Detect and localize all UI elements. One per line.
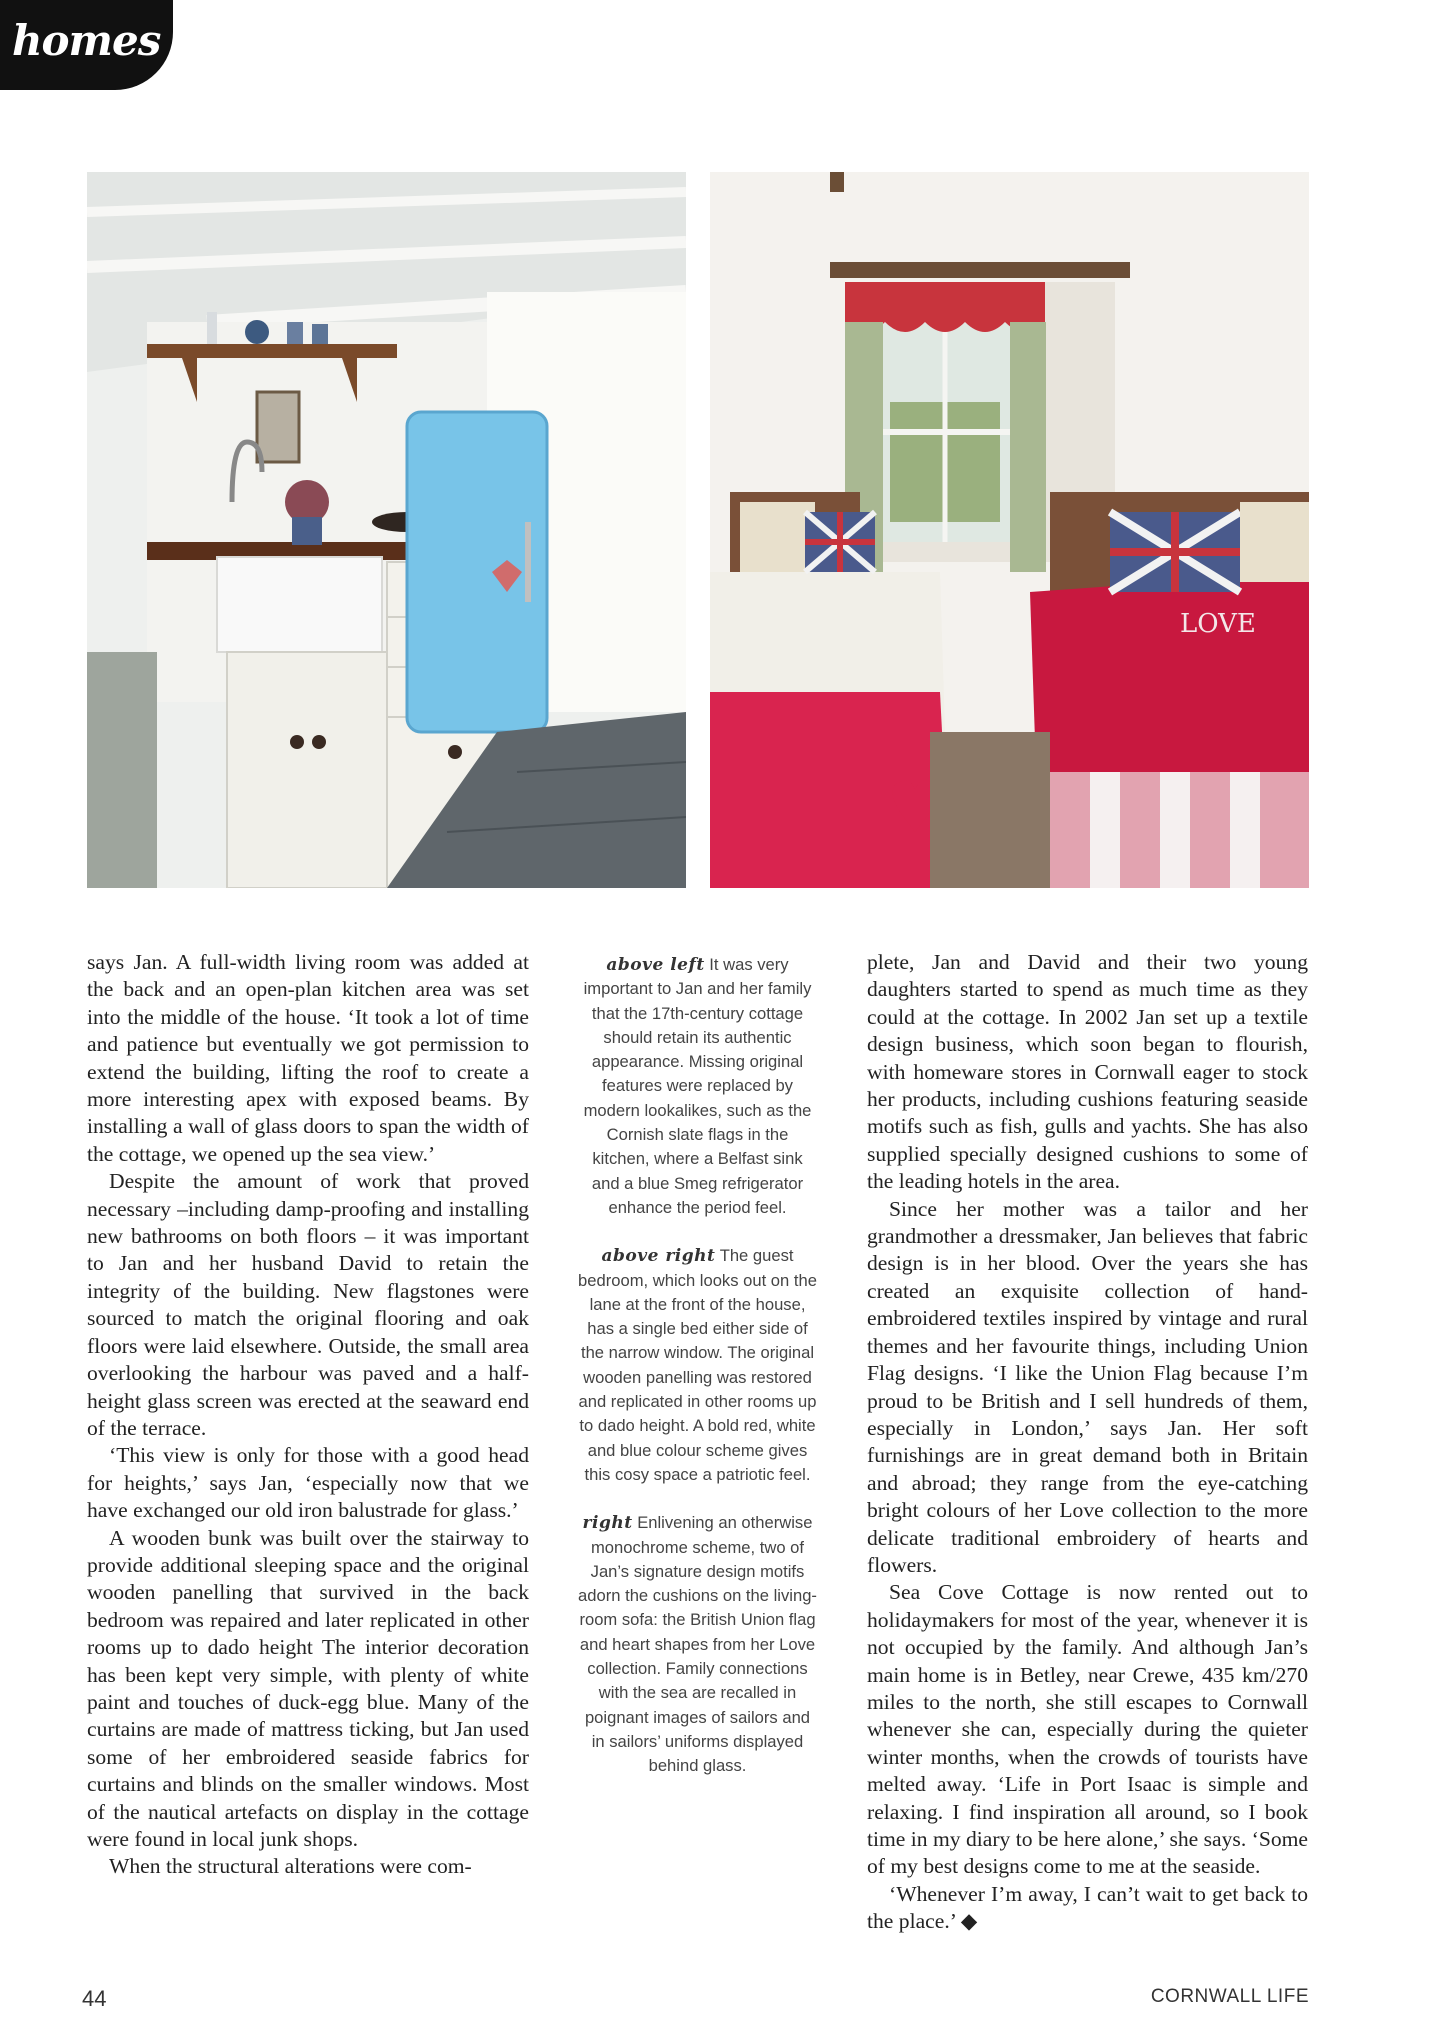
paragraph: Since her mother was a tailor and her grandmother a dressmaker, Jan believes that fabric design is in her blood. Over the years she has created an exquisite collection of hand-embroidered textiles inspired by vintage and rural themes and her favourite things, including Union Flag designs. ‘I like the Union Flag because I’m proud to be British and I sell hundreds of them, especially in London,’ says Jan. Her soft furnishings are in great demand both in Britain and abroad; they range from the eye-catching bright colours of her Love collection to the more delicate traditional embroidery of hearts and flowers. (867, 1196, 1308, 1577)
caption-text: The guest bedroom, which looks out on the lane at the front of the house, has a single bed either side of the narrow window. The original wooden panelling was restored and replicated in other rooms up to dado height. A bold red, white and blue colour scheme gives this cosy space a patriotic feel. (578, 1246, 817, 1484)
paragraph: ‘This view is only for those with a good head for heights,’ says Jan, ‘especially now that we have exchanged our old iron balustrade for glass.’ (87, 1443, 529, 1523)
paragraph: plete, Jan and David and their two young daughters started to spend as much time as they could at the cottage. In 2002 Jan set up a textile design business, which soon began to flourish, with homeware stores in Cornwall eager to stock her products, including cushions featuring seaside motifs such as fish, gulls and yachts. She has also supplied specially designed cushions to some of the leading hotels in the area. (867, 950, 1308, 1194)
paragraph: Despite the amount of work that proved necessary –including damp-proofing and installing new bathrooms on both floors – it was important to Jan and her husband David to retain the integrity of the building. New flagstones were sourced to match the original flooring and oak floors were laid elsewhere. Outside, the small area overlooking the harbour was paved and a half-height glass screen was erected at the seaward end of the terrace. (87, 1169, 529, 1440)
caption-text: Enlivening an otherwise monochrome scheme, two of Jan’s signature design motifs adorn the cushions on the living-room sofa: the British Union flag and heart shapes from her Love collection. Family connections with the sea are recalled in poignant images of sailors and in sailors’ uniforms displayed behind glass. (578, 1513, 817, 1776)
paragraph: ‘Whenever I’m away, I can’t wait to get back to the place.’ ◆ (867, 1881, 1308, 1934)
paragraph: A wooden bunk was built over the stairway to provide additional sleeping space and the original wooden panelling that survived in the back bedroom was repaired and later replicated in other rooms up to dado height The interior decoration has been kept very simple, with plenty of white paint and touches of duck-egg blue. Many of the curtains are made of mattress ticking, but Jan used some of her embroidered seaside fabrics for curtains and blinds on the smaller windows. Most of the nautical artefacts on display in the cottage were found in local junk shops. (87, 1525, 529, 1851)
page-number: 44 (82, 1986, 107, 2011)
caption-text: It was very important to Jan and her family that the 17th-century cottage should retain its authentic appearance. Missing original features were replaced by modern lookalikes, such as the Cornish slate flags in the kitchen, where a Belfast sink and a blue Smeg refrigerator enhance the period feel. (583, 955, 812, 1217)
caption-above-right (577, 1244, 818, 1487)
caption-right (577, 1511, 818, 1778)
caption-label: above right (601, 1246, 716, 1267)
paragraph: Sea Cove Cottage is now rented out to holidaymakers for most of the year, whenever it is not occupied by the family. And although Jan’s main home is in Betley, near Crewe, 435 km/270 miles to the north, she still escapes to Cornwall whenever she can, especially during the quieter winter months, when the crowds of tourists have melted away. ‘Life in Port Isaac is simple and relaxing. I find inspiration all around, so I book time in my diary to be here alone,’ she says. ‘Some of my best designs come to me at the seaside. (867, 1580, 1308, 1879)
caption-label: above left (606, 955, 705, 975)
paragraph: says Jan. A full-width living room was added at the back and an open-plan kitchen area was set into the middle of the house. ‘It took a lot of time and patience but eventually we got permission to extend the building, lifting the roof to create a more interesting apex with exposed beams. By installing a wall of glass doors to span the width of the cottage, we opened up the sea view.’ (87, 950, 529, 1166)
caption-label: right (582, 1513, 633, 1534)
caption-above-left (577, 953, 818, 1220)
section-tab (0, 0, 173, 90)
section-tab-label: homes (12, 16, 161, 65)
paragraph: When the structural alterations were com- (109, 1854, 472, 1879)
body-column-3 (867, 949, 1308, 1936)
body-column-1 (87, 949, 529, 1881)
photo-captions (577, 953, 818, 1803)
blanket-love-text: LOVE (1180, 609, 1256, 639)
magazine-name: CORNWALL LIFE (1150, 1986, 1309, 2007)
guest-bedroom-photo (710, 172, 1309, 888)
kitchen-photo (87, 172, 686, 888)
